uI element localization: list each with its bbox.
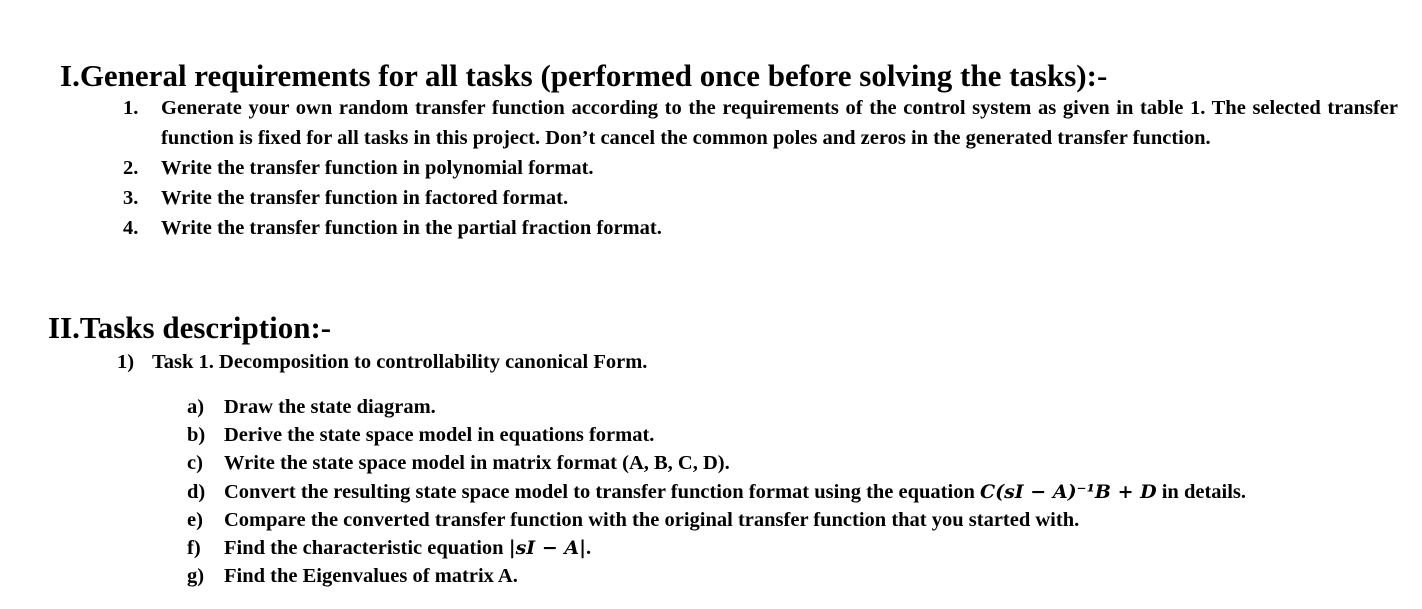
- list-item-text: Compare the converted transfer function with the original transfer function that you started with.: [224, 508, 1080, 531]
- list-number: 1.: [123, 97, 139, 119]
- task-number: 1): [117, 351, 135, 373]
- list-item: [187, 421, 1246, 449]
- list-letter: c): [187, 452, 203, 475]
- list-item-text: Write the transfer function in polynomial format.: [161, 157, 594, 179]
- list-item-text: Derive the state space model in equations format.: [224, 424, 655, 447]
- list-number: 4.: [123, 217, 139, 239]
- list-letter: e): [187, 508, 203, 531]
- list-item: [187, 449, 1246, 477]
- task-heading: [117, 347, 647, 377]
- transfer-function-equation: C(sI − A)⁻¹B + D: [979, 480, 1157, 503]
- list-letter: f): [187, 537, 201, 560]
- list-item-text: Write the transfer function in the partial fraction format.: [161, 217, 662, 239]
- list-letter: a): [187, 396, 205, 418]
- characteristic-equation: |sI − A|: [508, 537, 587, 560]
- list-item-text-after: .: [586, 537, 592, 560]
- list-item: [123, 93, 1398, 153]
- list-item: [123, 213, 1398, 243]
- list-item-text: Find the characteristic equation: [224, 537, 509, 560]
- list-letter: g): [187, 565, 205, 588]
- task-title: Task 1. Decomposition to controllability canonical Form.: [152, 351, 648, 373]
- list-letter: b): [187, 424, 206, 447]
- list-item-text: Write the state space model in matrix format (A, B, C, D).: [224, 452, 730, 475]
- requirements-list: [123, 93, 1398, 243]
- list-item: [187, 534, 1246, 562]
- list-item: [187, 478, 1246, 506]
- list-item-text: Find the Eigenvalues of matrix A.: [224, 565, 518, 588]
- list-number: 3.: [123, 187, 139, 209]
- list-item: [187, 562, 1246, 590]
- list-item-text: Convert the resulting state space model to transfer function format using the equation: [224, 480, 980, 503]
- list-number: 2.: [123, 157, 139, 179]
- list-item: [123, 153, 1398, 183]
- list-item-text: Draw the state diagram.: [224, 396, 436, 418]
- list-item-text: Generate your own random transfer function according to the requirements of the control system as given in table 1. The selected transfer function is fixed for all tasks in this project. Don’t cancel the common poles and zeros in the generated transfer function.: [161, 97, 1398, 149]
- list-item-text-after: in details.: [1156, 480, 1247, 503]
- section-heading-general-requirements: I.General requirements for all tasks (performed once before solving the tasks):-: [60, 58, 1108, 93]
- list-item: [187, 506, 1246, 534]
- list-item-text: Write the transfer function in factored format.: [161, 187, 569, 209]
- list-item: [187, 393, 1246, 421]
- list-item: [123, 183, 1398, 213]
- list-letter: d): [187, 480, 206, 503]
- task-subitems-list: [187, 393, 1246, 590]
- section-heading-tasks-description: II.Tasks description:-: [48, 310, 332, 345]
